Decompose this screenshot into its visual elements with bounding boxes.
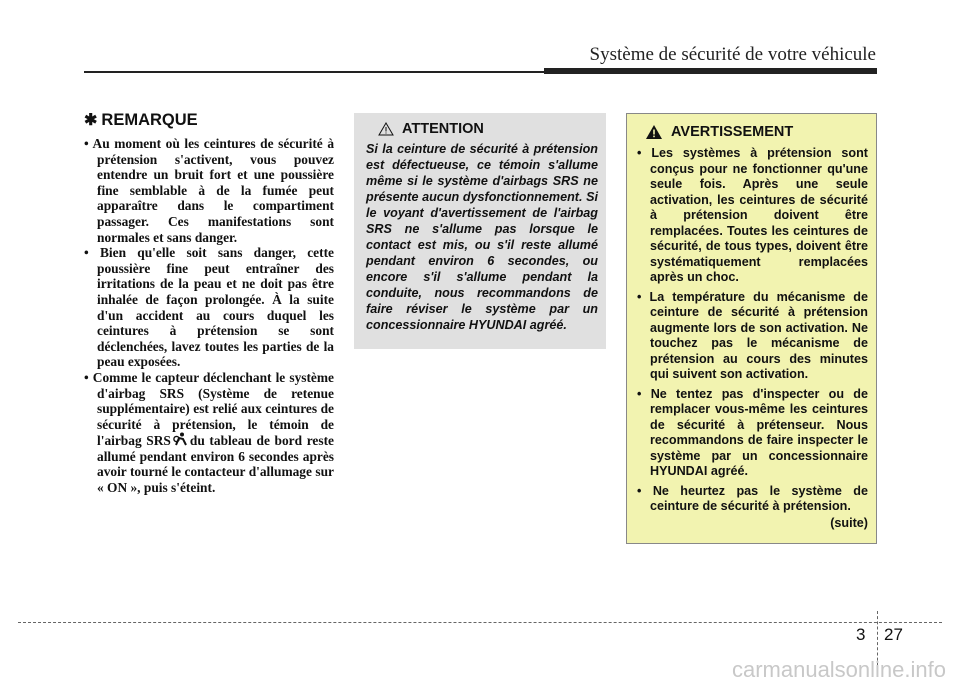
remarque-list [84, 136, 334, 496]
airbag-icon [173, 432, 188, 446]
page-header-title: Système de sécurité de votre véhicule [589, 44, 876, 65]
avertissement-item: • Les systèmes à prétension sont conçus pour ne fonctionner qu'une seule fois. Après une seule activation, les ceintures de sécurité à prétension doivent être remplacées. Toutes les ceintures de sécurité, de tous types, doivent être systématiquement remplacées après un choc. [637, 146, 868, 286]
page-number: 27 [884, 625, 903, 644]
star-icon: ✱ [84, 112, 98, 129]
remarque-title [84, 110, 334, 130]
avertissement-item: • Ne tentez pas d'inspecter ou de remplacer vous-même les ceintures de sécurité à prétenseur. Nous recommandons de faire inspecter le système par un concessionnaire HYUNDAI agréé. [637, 387, 868, 480]
footer-rule [18, 622, 942, 623]
suite-label: (suite) [830, 515, 868, 530]
avertissement-item: • La température du mécanisme de ceinture de sécurité à prétension augmente lors de son activation. Ne touchez pas le mécanisme de prétension au cours des minutes qui suivent son activation. [637, 290, 868, 383]
warning-triangle-icon [378, 122, 394, 136]
remarque-section [84, 110, 334, 496]
avertissement-title-text: AVERTISSEMENT [671, 124, 794, 140]
remarque-title-text: REMARQUE [101, 110, 198, 129]
remarque-item3-after: du tableau de bord reste allumé pendant environ 6 secondes après avoir tourné le contacteur d'allumage sur « ON », puis s'éteint. [97, 433, 334, 496]
remarque-item: • Au moment où les ceintures de sécurité à prétension s'activent, vous pouvez entendre un bruit fort et une poussière fine semblable à de la fumée peut apparaître dans le compartiment passager. Ces manifestations sont normales et sans danger. [84, 136, 334, 245]
remarque-item3-before: Comme le capteur déclenchant le système d'airbag SRS (Système de retenue supplémentaire) est relié aux ceintures de sécurité à prétension, le témoin de l'airbag SRS [92, 369, 334, 449]
remarque-item: • Bien qu'elle soit sans danger, cette poussière fine peut entraîner des irritations de la peau et ne doit pas être inhalée de façon prolongée. À la suite d'un accident au cours duquel les ceintures à prétension se sont déclenchées, lavez toutes les parties de la peau exposées. [84, 245, 334, 370]
remarque-item [84, 370, 334, 496]
watermark: carmanualsonline.info [731, 657, 946, 682]
attention-text: Si la ceinture de sécurité à prétension est défectueuse, ce témoin s'allume même si le système d'airbags SRS ne présente aucun dysfonctionnement. Si le voyant d'avertissement de l'airbag SRS ne s'allume pas lorsque le contact est mis, ou s'il reste allumé pendant environ 6 secondes, ou encore s'il s'allume pendant la conduite, nous recommandons de faire réviser le système par un concessionnaire HYUNDAI agréé. [366, 142, 598, 332]
attention-box [354, 113, 606, 349]
avertissement-box [626, 113, 877, 544]
attention-title-text: ATTENTION [402, 121, 484, 137]
chapter-number: 3 [856, 625, 866, 644]
warning-triangle-icon [645, 124, 663, 140]
avertissement-list [637, 146, 868, 515]
attention-title [366, 121, 598, 137]
avertissement-title [637, 124, 868, 140]
avertissement-item: • Ne heurtez pas le système de ceinture de sécurité à prétension. [637, 484, 868, 515]
header-rule-accent [544, 68, 877, 74]
